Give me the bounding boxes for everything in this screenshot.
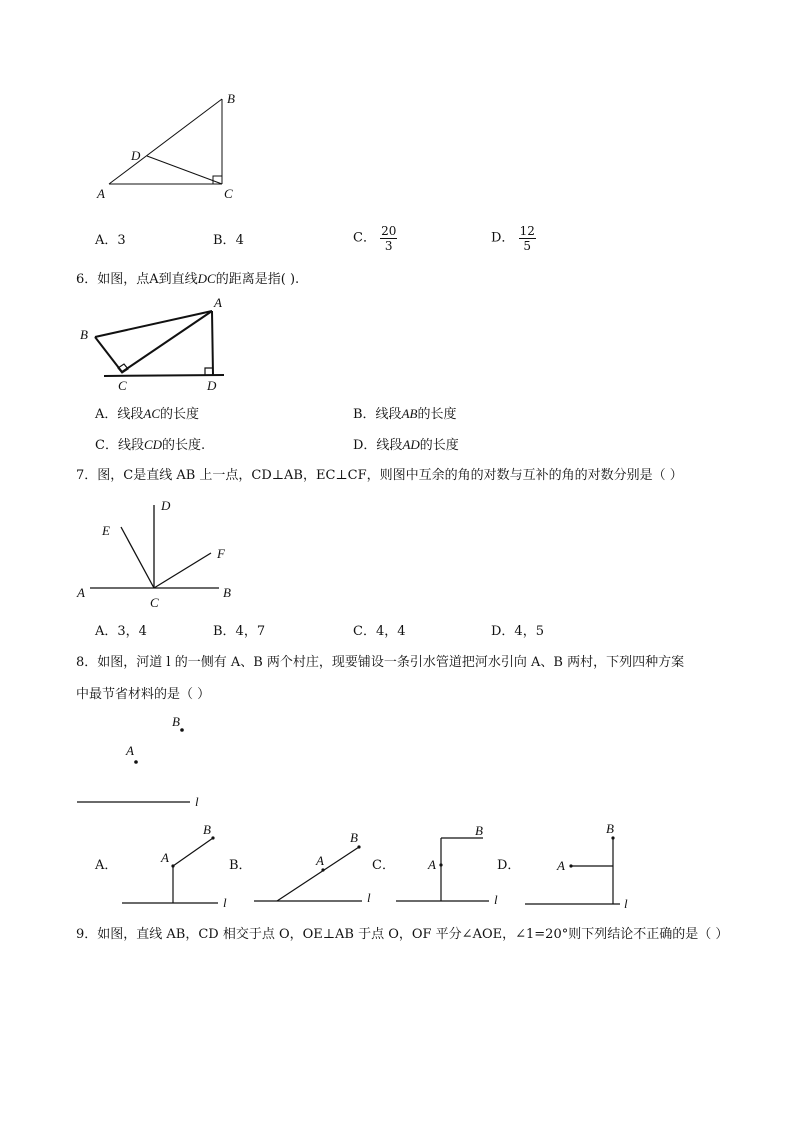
- q6-option-c: C．线段CD的长度.: [95, 437, 206, 453]
- fig6-label-b: B: [80, 327, 88, 342]
- fig8-label-l: l: [195, 794, 199, 809]
- fig6-label-c: C: [118, 378, 127, 393]
- fig5-label-d: D: [131, 148, 141, 163]
- q8-option-a: A．: [95, 858, 118, 873]
- opt-a-label-l: l: [223, 895, 227, 910]
- fig7-label-c: C: [150, 595, 159, 610]
- q8-option-b: B．: [229, 858, 252, 873]
- fig5-label-a: A: [97, 186, 105, 201]
- q6-option-a: A．线段AC的长度: [95, 406, 200, 422]
- q5-option-a: A．3: [95, 233, 126, 248]
- q8-option-c: C．: [372, 858, 395, 873]
- q5-option-d: D． $\frac{12}{5}$: [491, 224, 535, 253]
- q7-stem: 7．图，C是直线 AB 上一点，CD⊥AB，EC⊥CF，则图中互余的角的对数与互补的角的对数分别是（ ）: [76, 468, 683, 483]
- fig7-label-e: E: [102, 523, 110, 538]
- fig8-label-b: B: [172, 714, 180, 729]
- fig7-label-b: B: [223, 585, 231, 600]
- opt-b-label-a: A: [316, 853, 324, 868]
- q6-option-b: B．线段AB的长度: [353, 406, 457, 422]
- q5-option-c: C． $\frac{20}{3}$: [353, 224, 397, 253]
- opt-a-label-a: A: [161, 850, 169, 865]
- fraction: $\frac{12}{5}$: [519, 224, 535, 253]
- q7-option-b: B．4，7: [213, 624, 266, 639]
- q7-option-a: A．3，4: [95, 624, 147, 639]
- q7-option-c: C．4，4: [353, 624, 406, 639]
- fig7-label-f: F: [217, 546, 225, 561]
- fig5-label-c: C: [224, 186, 233, 201]
- q9-stem: 9．如图，直线 AB，CD 相交于点 O，OE⊥AB 于点 O，OF 平分∠AOE，∠1=20°则下列结论不正确的是（ ）: [76, 927, 729, 942]
- q5-option-b: B．4: [213, 233, 244, 248]
- opt-d-label-a: A: [557, 858, 565, 873]
- opt-a-label-b: B: [203, 822, 211, 837]
- q8-stem-line1: 8．如图，河道 l 的一侧有 A、B 两个村庄，现要铺设一条引水管道把河水引向 A、B 两村，下列四种方案: [76, 655, 685, 670]
- fig8-label-a: A: [126, 743, 134, 758]
- fig6-label-a: A: [214, 295, 222, 310]
- opt-d-label-b: B: [606, 821, 614, 836]
- opt-d-label-l: l: [624, 896, 628, 911]
- fig7-label-d: D: [161, 498, 171, 513]
- q6-stem: 6．如图，点A到直线DC的距离是指( ).: [76, 271, 300, 287]
- opt-c-label-a: A: [428, 857, 436, 872]
- fig5-label-b: B: [227, 91, 235, 106]
- q8-stem-line2: 中最节省材料的是（ ）: [76, 687, 211, 702]
- opt-c-label-l: l: [494, 892, 498, 907]
- fig7-label-a: A: [77, 585, 85, 600]
- opt-b-label-b: B: [350, 830, 358, 845]
- q6-option-d: D．线段AD的长度: [353, 437, 459, 453]
- opt-c-label-b: B: [475, 823, 483, 838]
- q7-option-d: D．4，5: [491, 624, 544, 639]
- opt-b-label-l: l: [367, 890, 371, 905]
- fig6-label-d: D: [207, 378, 217, 393]
- q8-option-d: D．: [497, 858, 521, 873]
- fraction: $\frac{20}{3}$: [381, 224, 397, 253]
